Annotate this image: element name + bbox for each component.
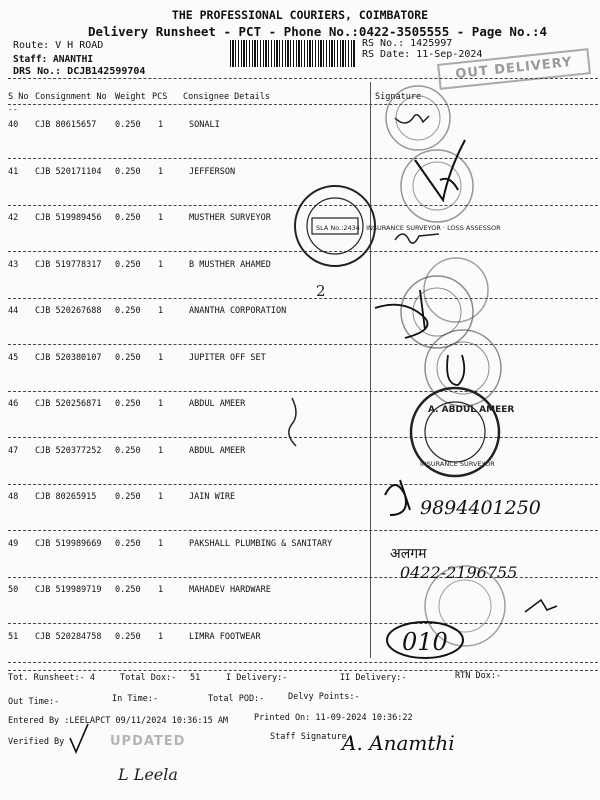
- entered-by: Entered By :LEELAPCT 09/11/2024 10:36:15 AM: [8, 716, 229, 726]
- row-sno: 50: [8, 585, 19, 595]
- row-consignee: PAKSHALL PLUMBING & SANITARY: [189, 539, 333, 549]
- out-time: Out Time:-: [8, 697, 60, 707]
- row-pcs: 1: [158, 446, 164, 456]
- staff-signature-hand: A. Anamthi: [342, 731, 455, 755]
- row-consignment-no: CJB 519989669: [35, 539, 102, 549]
- row-pcs: 1: [158, 399, 164, 409]
- row-consignee: ANANTHA CORPORATION: [189, 306, 287, 316]
- stamp-row46-role: INSURANCE SURVEYOR: [420, 460, 495, 468]
- handwriting-row43: 2: [316, 282, 326, 300]
- row-pcs: 1: [158, 260, 164, 270]
- row-consignment-no: CJB 80265915: [35, 492, 97, 502]
- row-pcs: 1: [158, 120, 164, 130]
- row-consignee: MAHADEV HARDWARE: [189, 585, 271, 595]
- total-dox-label: Total Dox:-: [120, 673, 177, 683]
- col-signature: Signature: [375, 92, 422, 102]
- row-consignee: ABDUL AMEER: [189, 399, 246, 409]
- row-weight: 0.250: [115, 353, 141, 363]
- signature-row42: [395, 234, 439, 243]
- row-weight: 0.250: [115, 539, 141, 549]
- rs-number: RS No.: 1425997: [362, 38, 453, 49]
- col-sno-dash: --: [8, 105, 18, 114]
- handwriting-row51: 010: [402, 628, 448, 656]
- row-pcs: 1: [158, 213, 164, 223]
- row-pcs: 1: [158, 167, 164, 177]
- row-weight: 0.250: [115, 260, 141, 270]
- verified-signature: L Leela: [118, 765, 178, 784]
- printed-on: Printed On: 11-09-2024 10:36:22: [254, 713, 413, 723]
- row-sno: 42: [8, 213, 19, 223]
- row-consignment-no: CJB 80615657: [35, 120, 97, 130]
- signature-row48: [385, 480, 410, 515]
- verified-by-check: [70, 724, 88, 752]
- out-delivery-stamp: OUT DELIVERY: [437, 48, 591, 90]
- row-consignee: LIMRA FOOTWEAR: [189, 632, 261, 642]
- drs-number: DRS No.: DCJB142599704: [13, 66, 146, 77]
- row-weight: 0.250: [115, 446, 141, 456]
- handwriting-row49b: 0422-2196755: [400, 563, 518, 582]
- row-consignee: SONALI: [189, 120, 220, 130]
- signature-row40: [395, 115, 429, 123]
- row-consignment-no: CJB 520171104: [35, 167, 102, 177]
- company-title: THE PROFESSIONAL COURIERS, COIMBATORE: [171, 8, 429, 22]
- row-sno: 49: [8, 539, 19, 549]
- row-sno: 51: [8, 632, 19, 642]
- rs-date: RS Date: 11-Sep-2024: [362, 49, 483, 60]
- route: Route: V H ROAD: [13, 40, 104, 51]
- ii-delivery: II Delivery:-: [340, 673, 407, 683]
- stamp-row45: [425, 330, 501, 406]
- row-consignment-no: CJB 520256871: [35, 399, 102, 409]
- signature-row50: [525, 600, 557, 612]
- col-sno: S No: [8, 92, 29, 102]
- row-consignee: MUSTHER SURVEYOR: [189, 213, 271, 223]
- row-weight: 0.250: [115, 399, 141, 409]
- row-consignment-no: CJB 520284758: [35, 632, 102, 642]
- verified-by-label: Verified By: [8, 737, 65, 747]
- row-consignment-no: CJB 519989719: [35, 585, 102, 595]
- col-pcs: PCS: [152, 92, 168, 102]
- row-consignee: JUPITER OFF SET: [189, 353, 266, 363]
- row-pcs: 1: [158, 585, 164, 595]
- signature-row45: [447, 355, 464, 385]
- row-sno: 45: [8, 353, 19, 363]
- row-pcs: 1: [158, 353, 164, 363]
- col-weight: Weight: [115, 92, 146, 102]
- signature-row46: [289, 398, 296, 446]
- row-weight: 0.250: [115, 213, 141, 223]
- row-consignee: JEFFERSON: [189, 167, 236, 177]
- row-pcs: 1: [158, 632, 164, 642]
- in-time: In Time:-: [112, 694, 159, 704]
- row-sno: 47: [8, 446, 19, 456]
- handwriting-row48: 9894401250: [420, 497, 541, 519]
- row-sno: 40: [8, 120, 19, 130]
- row-consignee: B MUSTHER AHAMED: [189, 260, 271, 270]
- row-weight: 0.250: [115, 585, 141, 595]
- stamp-row42-text: SLA No.:2434 · INSURANCE SURVEYOR · LOSS ASSESSOR: [316, 224, 501, 232]
- stamp-row43: [424, 258, 488, 322]
- stamp-row46-name: A. ABDUL AMEER: [428, 405, 515, 415]
- stamp-row41: [401, 150, 473, 222]
- staff: Staff: ANANTHI: [13, 54, 94, 65]
- row-weight: 0.250: [115, 306, 141, 316]
- col-consignee: Consignee Details: [183, 92, 270, 102]
- row-weight: 0.250: [115, 120, 141, 130]
- row-consignment-no: CJB 519989456: [35, 213, 102, 223]
- row-weight: 0.250: [115, 632, 141, 642]
- row-weight: 0.250: [115, 167, 141, 177]
- col-consignment: Consignment No: [35, 92, 107, 102]
- delvy-points: Delvy Points:-: [288, 692, 360, 702]
- row-consignment-no: CJB 520377252: [35, 446, 102, 456]
- tot-runsheet: Tot. Runsheet:- 4: [8, 673, 95, 683]
- staff-signature-label: Staff Signature: [270, 732, 347, 742]
- runsheet-title: Delivery Runsheet - PCT - Phone No.:0422-3505555 - Page No.:4: [88, 24, 548, 39]
- row-sno: 48: [8, 492, 19, 502]
- row-pcs: 1: [158, 539, 164, 549]
- row-weight: 0.250: [115, 492, 141, 502]
- row-consignment-no: CJB 519778317: [35, 260, 102, 270]
- row-sno: 43: [8, 260, 19, 270]
- total-dox-value: 51: [190, 673, 201, 683]
- row-consignment-no: CJB 520380107: [35, 353, 102, 363]
- footer-rule: [8, 662, 598, 663]
- updated-stamp: UPDATED: [110, 734, 186, 749]
- row-pcs: 1: [158, 492, 164, 502]
- rtn-dox: RTN Dox:-: [455, 671, 502, 681]
- row-sno: 44: [8, 306, 19, 316]
- row-sno: 46: [8, 399, 19, 409]
- row-consignment-no: CJB 520267688: [35, 306, 102, 316]
- row-consignee: ABDUL AMEER: [189, 446, 246, 456]
- row-sno: 41: [8, 167, 19, 177]
- row-consignee: JAIN WIRE: [189, 492, 236, 502]
- stamp-row44: [401, 276, 473, 348]
- handwriting-row49a: अलगम: [390, 546, 427, 562]
- i-delivery: I Delivery:-: [226, 673, 288, 683]
- row-pcs: 1: [158, 306, 164, 316]
- total-pod: Total POD:-: [208, 694, 265, 704]
